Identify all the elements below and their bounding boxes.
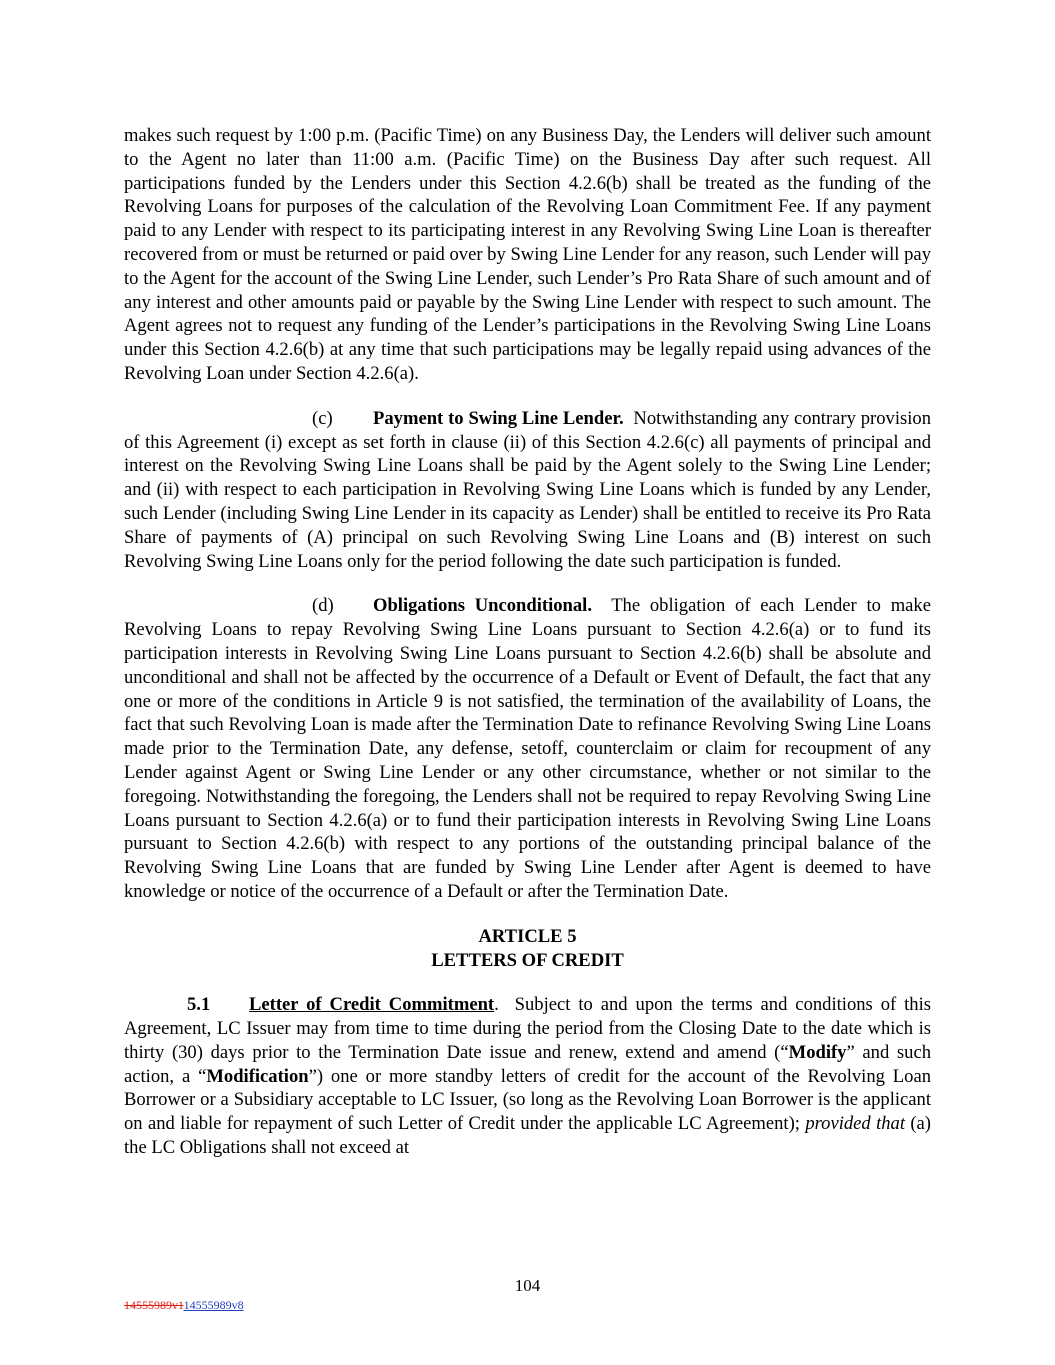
paragraph-d-text: The obligation of each Lender to make Revolving Loans to repay Revolving Swing Line Loans pursuant to Section 4.2.6(a) or to fund its participation interests in Revolving Swing Line Loans pursuant to Section 4.2.6(b) shall be absolute and unconditional and shall not be affected by the occurrence of a Default or Event of Default, the fact that any one or more of the conditions in Article 9 is not satisfied, the termination of the availability of Loans, the fact that such Revolving Loan is made after the Termination Date to refinance Revolving Swing Line Loans made prior to the Termination Date, any defense, setoff, counterclaim or claim for recoupment of any Lender against Agent or Swing Line Lender or any other circumstance, whether or not similar to the foregoing. Notwithstanding the foregoing, the Lenders shall not be required to repay Revolving Swing Line Loans pursuant to Section 4.2.6(a) or to fund their participation interests in Revolving Swing Line Loans pursuant to Section 4.2.6(b) with respect to any portions of the outstanding principal balance of the Revolving Swing Line Loans that are funded by Swing Line Lender after Agent is deemed to have knowledge or notice of the occurrence of a Default or after the Termination Date. bbox=[124, 595, 931, 902]
document-id bbox=[124, 1298, 244, 1313]
section-5-1-heading: Letter of Credit Commitment bbox=[249, 994, 495, 1016]
document-id-new: 14555989v8 bbox=[183, 1298, 244, 1312]
article-number: ARTICLE 5 bbox=[478, 925, 577, 947]
section-5-1-text-3: ”) one or more standby letters of credit for the account of the Revolving Loan Borrower or a Subsidiary acceptable to LC Issuer, (so long as the Revolving Loan Borrower is the applicant on and liable for repayment of such Letter of Credit under the applicable LC Agreement); bbox=[124, 1065, 931, 1135]
section-5-1-number: 5.1 bbox=[187, 994, 211, 1016]
paragraph-d-heading: Obligations Unconditional. bbox=[373, 595, 592, 617]
provided-that: provided that bbox=[805, 1113, 905, 1135]
document-id-old: 14555989v1 bbox=[124, 1298, 184, 1312]
section-5-1-text-4: (a) the LC Obligations shall not exceed at bbox=[124, 1113, 931, 1159]
article-title: LETTERS OF CREDIT bbox=[431, 949, 624, 971]
document-page bbox=[124, 124, 931, 1181]
paragraph-c-heading: Payment to Swing Line Lender. bbox=[373, 407, 624, 429]
defined-term-modify: Modify bbox=[788, 1041, 847, 1063]
defined-term-modification: Modification bbox=[206, 1065, 309, 1087]
section-5-1-text-1: Subject to and upon the terms and conditions of this Agreement, LC Issuer may from time to time during the period from the Closing Date to the date which is thirty (30) days prior to the Termination Date issue and renew, extend and amend (“ bbox=[124, 994, 931, 1063]
paragraph-d-label: (d) bbox=[312, 595, 334, 617]
page-number: 104 bbox=[514, 1276, 541, 1295]
section-5-1 bbox=[124, 993, 931, 1160]
paragraph-c-label: (c) bbox=[312, 407, 333, 429]
paragraph-d bbox=[124, 594, 931, 903]
paragraph-b-continued: makes such request by 1:00 p.m. (Pacific Time) on any Business Day, the Lenders will deliver such amount to the Agent no later than 11:00 a.m. (Pacific Time) on the Business Day after such request. All participations funded by the Lenders under this Section 4.2.6(b) shall be treated as the funding of the Revolving Loans for purposes of the calculation of the Revolving Loan Commitment Fee. If any payment paid to any Lender with respect to its participating interest in any Revolving Swing Line Loan is thereafter recovered from or must be returned or paid over by Swing Line Lender for any reason, such Lender will pay to the Agent for the account of the Swing Line Lender, such Lender’s Pro Rata Share of such amount and of any interest and other amounts paid or payable by the Swing Line Lender with respect to such amount. The Agent agrees not to request any funding of the Lender’s participations in the Revolving Swing Line Loans under this Section 4.2.6(b) at any time that such participations may be legally repaid using advances of the Revolving Loan under Section 4.2.6(a). bbox=[124, 125, 931, 384]
paragraph-c-text: Notwithstanding any contrary provision of this Agreement (i) except as set forth in clause (ii) of this Section 4.2.6(c) all payments of principal and interest on the Revolving Swing Line Loans shall be paid by the Agent solely to the Swing Line Lender; and (ii) with respect to each participation in Revolving Swing Line Loans which is funded by any Lender, such Lender (including Swing Line Lender in its capacity as Lender) shall be entitled to receive its Pro Rata Share of payments of (A) principal on such Revolving Swing Line Loans and (B) interest on such Revolving Swing Line Loans only for the period following the date such participation is funded. bbox=[124, 407, 932, 572]
section-5-1-heading-end: . bbox=[494, 994, 499, 1016]
paragraph-c bbox=[124, 407, 931, 574]
section-5-1-text-2: ” and such action, a “ bbox=[124, 1041, 931, 1087]
article-heading bbox=[124, 925, 931, 973]
